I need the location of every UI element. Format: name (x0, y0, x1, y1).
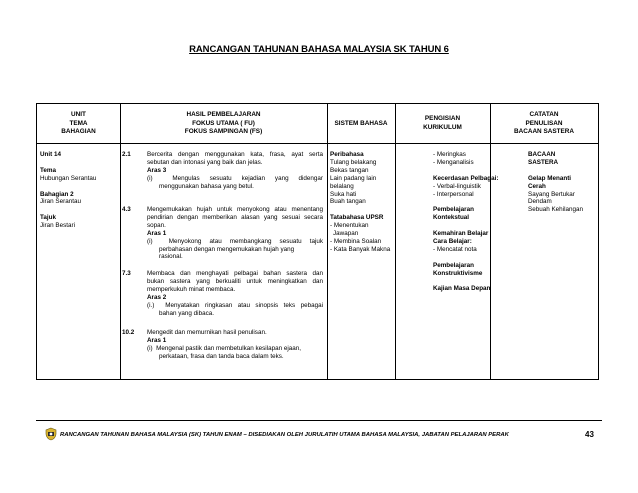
footer-text: RANCANGAN TAHUNAN BAHASA MALAYSIA (SK) TAHUN ENAM – DISEDIAKAN OLEH JURULATIH UTAMA BAHASA MALAYSIA, JABATAN PELAJARAN PERAK (60, 432, 509, 438)
unit-number: Unit 14 (40, 151, 61, 158)
header-hasil-pembelajaran: HASIL PEMBELAJARAN FOKUS UTAMA ( FU) FOKUS SAMPINGAN (FS) (184, 111, 263, 136)
bahagian-label: Bahagian 2 (40, 190, 74, 198)
outcome-block: Bercerita dengan menggunakan kata, frasa, ayat serta sebutan dan intonasi yang baik dan jelas. Aras 3 (i) Mengulas sesuatu kejadian yang didengar menggunakan bahasa yang betul. (147, 151, 323, 190)
document-title: RANCANGAN TAHUNAN BAHASA MALAYSIA SK TAHUN 6 (189, 44, 449, 55)
footer-divider (36, 420, 602, 421)
outcome-number: 7.3 (122, 270, 131, 277)
column-divider (327, 104, 328, 379)
header-catatan: CATATAN PENULISAN BACAAN SASTERA (513, 111, 574, 136)
tema-value: Hubungan Serantau (40, 174, 97, 182)
tajuk-label: Tajuk (40, 214, 56, 222)
tajuk-value: Jiran Bestari (40, 222, 75, 230)
bahagian-value: Jiran Serantau (40, 198, 81, 206)
page-number: 43 (585, 430, 594, 439)
column-divider (120, 104, 121, 379)
header-unit: UNIT TEMA BAHAGIAN (61, 111, 96, 136)
sistem-bahasa-cell: Peribahasa Tulang belakang Bekas tangan Lain padang lain belalang Suka hati Buah tangan Tatabahasa UPSR - Menentukan Jawapan - Membina Soalan - Kata Banyak Makna (330, 151, 391, 253)
tema-label: Tema (40, 166, 56, 174)
outcome-block: Membaca dan menghayati pelbagai bahan sastera dan bukan sastera yang berkualiti untuk meningkatkan dan memperkukuh minat membaca. Aras 2 (i.) Menyatakan ringkasan atau sinopsis teks pebagai bahan yang dibaca. (147, 270, 324, 317)
pengisian-kurikulum-cell: - Meringkas - Menganalisis Kecerdasan Pelbagai: - Verbal-linguistik - Interpersonal Pembelajaran Kontekstual Kemahiran Belajar Cara Belajar: - Mencatat nota Pembelajaran Konstruktivisme Kajian Masa Depan (433, 151, 499, 293)
column-divider (395, 104, 396, 379)
unit-cell (40, 151, 118, 230)
outcome-block: Mengedit dan memurnikan hasil penulisan. Aras 1 (i) Mengenal pastik dan membetulkan kesilapan ejaan, perkataan, frasa dan tanda baca dalam teks. (147, 329, 302, 360)
header-sistem-bahasa: SISTEM BAHASA (334, 119, 388, 127)
outcome-number: 4.3 (122, 206, 131, 213)
lesson-plan-table (36, 103, 599, 380)
outcome-number: 10.2 (122, 329, 135, 336)
outcome-number: 2.1 (122, 151, 131, 158)
outcome-block: Mengemukakan hujah untuk menyokong atau menentang pendirian dengan memberikan alasan yang sesuai secara sopan. Aras 1 (i) Menyokong atau membangkang sesuatu tajuk perbahasan dengan mengemukakan hujah yang rasional. (147, 206, 324, 261)
state-crest-icon (44, 427, 58, 441)
header-pengisian-kurikulum: PENGISIAN KURIKULUM (423, 115, 462, 131)
catatan-cell: BACAAN SASTERA Gelap Menanti Cerah Sayang Bertukar Dendam Sebuah Kehilangan (528, 151, 583, 214)
